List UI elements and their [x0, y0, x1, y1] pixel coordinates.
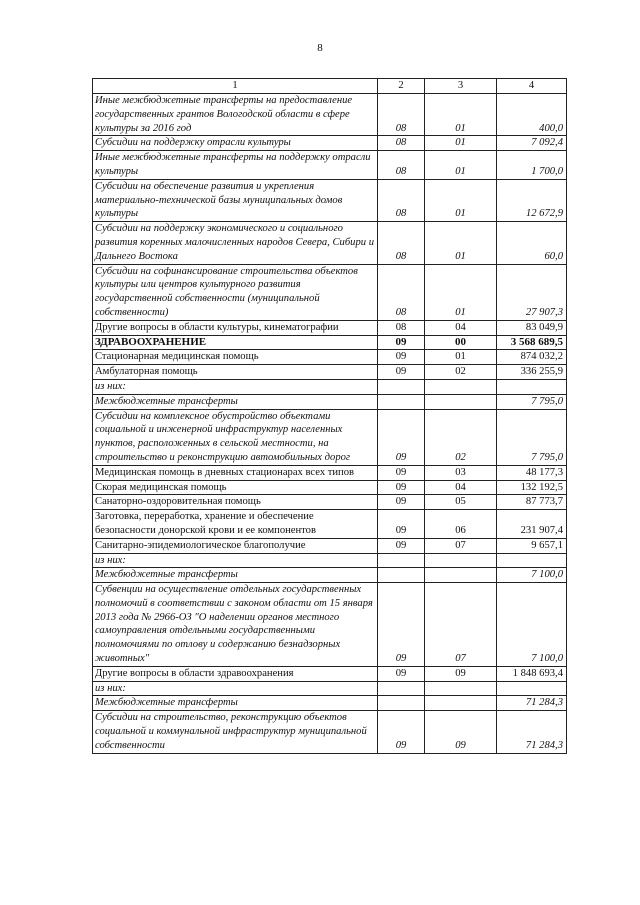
row-name: из них:: [93, 379, 378, 394]
row-section-code: 09: [378, 335, 425, 350]
table-row: [93, 335, 567, 350]
row-amount: 336 255,9: [497, 365, 567, 380]
row-section-code: 09: [378, 480, 425, 495]
row-amount: 60,0: [497, 222, 567, 264]
row-amount: 132 192,5: [497, 480, 567, 495]
row-subsection-code: 00: [425, 335, 497, 350]
header-col-2: 2: [378, 79, 425, 94]
row-amount: 400,0: [497, 94, 567, 136]
row-amount: 1 700,0: [497, 151, 567, 180]
row-section-code: 08: [378, 94, 425, 136]
row-amount: 7 100,0: [497, 583, 567, 667]
row-subsection-code: [425, 379, 497, 394]
row-subsection-code: 02: [425, 409, 497, 465]
row-section-code: 09: [378, 409, 425, 465]
row-amount: 83 049,9: [497, 320, 567, 335]
row-section-code: 09: [378, 465, 425, 480]
row-amount: 71 284,3: [497, 711, 567, 753]
row-section-code: 09: [378, 365, 425, 380]
row-section-code: 09: [378, 538, 425, 553]
row-amount: 12 672,9: [497, 179, 567, 221]
table-row: [93, 394, 567, 409]
row-name: Санаторно-оздоровительная помощь: [93, 495, 378, 510]
row-section-code: [378, 379, 425, 394]
row-subsection-code: 01: [425, 179, 497, 221]
row-name: Межбюджетные трансферты: [93, 394, 378, 409]
row-section-code: [378, 394, 425, 409]
row-section-code: 09: [378, 495, 425, 510]
row-subsection-code: 09: [425, 666, 497, 681]
row-subsection-code: 04: [425, 320, 497, 335]
table-row: [93, 510, 567, 539]
table-row: [93, 583, 567, 667]
row-name: Амбулаторная помощь: [93, 365, 378, 380]
row-name: Субсидии на софинансирование строительства объектов культуры или центров культурного развития государственной собственности (муниципальной собственности): [93, 264, 378, 320]
row-amount: 231 907,4: [497, 510, 567, 539]
row-section-code: 09: [378, 350, 425, 365]
row-name: Санитарно-эпидемиологическое благополучие: [93, 538, 378, 553]
header-col-4: 4: [497, 79, 567, 94]
row-amount: [497, 681, 567, 696]
row-amount: 9 657,1: [497, 538, 567, 553]
row-subsection-code: 03: [425, 465, 497, 480]
row-section-code: 08: [378, 151, 425, 180]
row-subsection-code: [425, 681, 497, 696]
row-name: Субсидии на обеспечение развития и укрепления материально-технической базы муниципальных домов культуры: [93, 179, 378, 221]
row-subsection-code: 07: [425, 538, 497, 553]
row-subsection-code: 01: [425, 94, 497, 136]
row-subsection-code: [425, 568, 497, 583]
budget-table-body: [93, 79, 567, 754]
row-name: Субсидии на строительство, реконструкцию объектов социальной и коммунальной инфраструктур муниципальной собственности: [93, 711, 378, 753]
row-name: Заготовка, переработка, хранение и обеспечение безопасности донорской крови и ее компонентов: [93, 510, 378, 539]
row-amount: 27 907,3: [497, 264, 567, 320]
row-name: Субсидии на комплексное обустройство объектами социальной и инженерной инфраструктур населенных пунктов, расположенных в сельской местности, на строительство и реконструкцию автомобильных дорог: [93, 409, 378, 465]
row-subsection-code: 05: [425, 495, 497, 510]
row-name: ЗДРАВООХРАНЕНИЕ: [93, 335, 378, 350]
row-subsection-code: 01: [425, 151, 497, 180]
row-name: Другие вопросы в области культуры, кинематографии: [93, 320, 378, 335]
table-row: [93, 136, 567, 151]
row-amount: 71 284,3: [497, 696, 567, 711]
table-row: [93, 666, 567, 681]
row-amount: 48 177,3: [497, 465, 567, 480]
row-subsection-code: [425, 553, 497, 568]
row-section-code: 08: [378, 264, 425, 320]
row-section-code: [378, 681, 425, 696]
table-row: [93, 222, 567, 264]
row-section-code: 09: [378, 583, 425, 667]
table-row: [93, 568, 567, 583]
row-subsection-code: [425, 394, 497, 409]
row-subsection-code: 01: [425, 350, 497, 365]
table-row: [93, 711, 567, 753]
row-amount: 7 100,0: [497, 568, 567, 583]
table-row: [93, 379, 567, 394]
row-amount: 7 795,0: [497, 394, 567, 409]
table-row: [93, 94, 567, 136]
row-subsection-code: [425, 696, 497, 711]
row-name: Субвенции на осуществление отдельных государственных полномочий в соответствии с законом области от 15 января 2013 года № 2966-ОЗ "О наделении органов местного самоуправления отдельными государственными полномочиями по отлову и содержанию безнадзорных животных": [93, 583, 378, 667]
row-subsection-code: 06: [425, 510, 497, 539]
table-row: [93, 681, 567, 696]
table-row: [93, 696, 567, 711]
row-name: Межбюджетные трансферты: [93, 568, 378, 583]
table-header-row: [93, 79, 567, 94]
row-section-code: 09: [378, 711, 425, 753]
row-section-code: [378, 568, 425, 583]
row-name: Субсидии на поддержку экономического и социального развития коренных малочисленных народов Севера, Сибири и Дальнего Востока: [93, 222, 378, 264]
row-subsection-code: 01: [425, 136, 497, 151]
row-name: Стационарная медицинская помощь: [93, 350, 378, 365]
table-row: [93, 365, 567, 380]
page-number: 8: [317, 42, 323, 54]
row-amount: 87 773,7: [497, 495, 567, 510]
row-amount: 7 092,4: [497, 136, 567, 151]
row-amount: [497, 379, 567, 394]
row-name: из них:: [93, 553, 378, 568]
row-amount: 1 848 693,4: [497, 666, 567, 681]
table-row: [93, 495, 567, 510]
row-name: Медицинская помощь в дневных стационарах всех типов: [93, 465, 378, 480]
row-subsection-code: 09: [425, 711, 497, 753]
budget-table: [92, 78, 567, 754]
table-row: [93, 538, 567, 553]
header-col-3: 3: [425, 79, 497, 94]
table-row: [93, 465, 567, 480]
row-section-code: 09: [378, 510, 425, 539]
row-amount: 7 795,0: [497, 409, 567, 465]
row-section-code: 08: [378, 179, 425, 221]
row-subsection-code: 01: [425, 264, 497, 320]
row-subsection-code: 07: [425, 583, 497, 667]
table-row: [93, 151, 567, 180]
table-row: [93, 350, 567, 365]
row-section-code: [378, 696, 425, 711]
row-name: Иные межбюджетные трансферты на предоставление государственных грантов Вологодской области в сфере культуры за 2016 год: [93, 94, 378, 136]
row-name: Скорая медицинская помощь: [93, 480, 378, 495]
table-row: [93, 480, 567, 495]
row-amount: 3 568 689,5: [497, 335, 567, 350]
row-name: Иные межбюджетные трансферты на поддержку отрасли культуры: [93, 151, 378, 180]
table-row: [93, 553, 567, 568]
row-subsection-code: 02: [425, 365, 497, 380]
table-row: [93, 179, 567, 221]
header-col-1: 1: [93, 79, 378, 94]
row-section-code: 08: [378, 222, 425, 264]
row-subsection-code: 04: [425, 480, 497, 495]
table-row: [93, 409, 567, 465]
row-name: Субсидии на поддержку отрасли культуры: [93, 136, 378, 151]
row-section-code: 08: [378, 136, 425, 151]
row-section-code: 08: [378, 320, 425, 335]
table-row: [93, 320, 567, 335]
row-section-code: 09: [378, 666, 425, 681]
row-name: из них:: [93, 681, 378, 696]
row-name: Межбюджетные трансферты: [93, 696, 378, 711]
row-amount: 874 032,2: [497, 350, 567, 365]
row-section-code: [378, 553, 425, 568]
row-subsection-code: 01: [425, 222, 497, 264]
row-amount: [497, 553, 567, 568]
table-row: [93, 264, 567, 320]
row-name: Другие вопросы в области здравоохранения: [93, 666, 378, 681]
